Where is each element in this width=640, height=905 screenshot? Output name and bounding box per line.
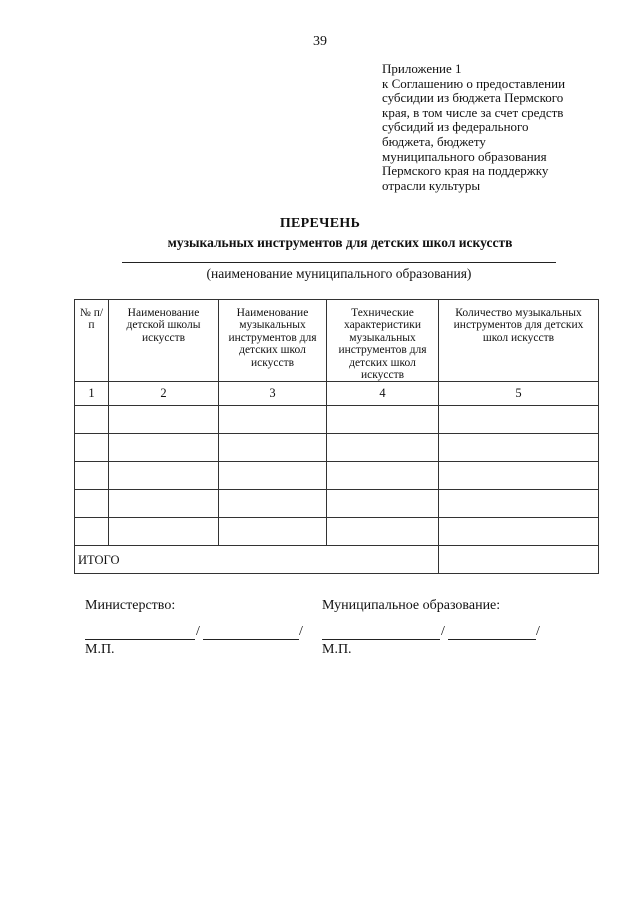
table-cell bbox=[109, 518, 219, 546]
ministry-label: Министерство: bbox=[85, 598, 176, 613]
appendix-line: Пермского края на поддержку bbox=[382, 163, 549, 179]
table-cell bbox=[109, 462, 219, 490]
column-number: 3 bbox=[219, 382, 327, 406]
total-value-cell bbox=[439, 546, 599, 574]
table-cell bbox=[439, 462, 599, 490]
table-cell bbox=[219, 434, 327, 462]
appendix-line: бюджета, бюджету bbox=[382, 133, 486, 149]
appendix-line: Приложение 1 bbox=[382, 61, 462, 76]
table-row bbox=[75, 406, 599, 434]
column-number: 5 bbox=[439, 382, 599, 406]
table-cell bbox=[219, 406, 327, 434]
table-cell bbox=[219, 462, 327, 490]
appendix-line: субсидий из федерального bbox=[382, 119, 529, 135]
municipality-fill-line bbox=[122, 262, 556, 263]
ministry-name-line bbox=[203, 639, 299, 640]
document-subtitle: музыкальных инструментов для детских школ искусств bbox=[167, 235, 513, 250]
column-number: 2 bbox=[109, 382, 219, 406]
document-title: ПЕРЕЧЕНЬ bbox=[279, 216, 361, 231]
municipality-name-line bbox=[448, 639, 536, 640]
ministry-slash: / bbox=[196, 624, 200, 639]
table-row bbox=[75, 434, 599, 462]
table-cell bbox=[109, 490, 219, 518]
table-cell bbox=[75, 518, 109, 546]
appendix-note bbox=[382, 62, 622, 193]
municipality-label: Муниципальное образование: bbox=[322, 598, 501, 613]
table-cell bbox=[75, 462, 109, 490]
column-number: 4 bbox=[327, 382, 439, 406]
table-cell bbox=[327, 434, 439, 462]
table-cell bbox=[219, 490, 327, 518]
table-cell bbox=[109, 434, 219, 462]
ministry-seal-mark: М.П. bbox=[85, 642, 115, 657]
table-cell bbox=[327, 518, 439, 546]
header-number: № п/п bbox=[75, 300, 109, 382]
appendix-line: субсидии из бюджета Пермского bbox=[382, 90, 564, 106]
page-number: 39 bbox=[313, 34, 327, 49]
municipality-caption: (наименование муниципального образования) bbox=[206, 266, 472, 281]
table-cell bbox=[439, 490, 599, 518]
appendix-line: муниципального образования bbox=[382, 148, 547, 164]
table-cell bbox=[109, 406, 219, 434]
table-cell bbox=[327, 490, 439, 518]
header-quantity: Количество музыкальных инструментов для детских школ искусств bbox=[439, 300, 599, 382]
table-cell bbox=[439, 406, 599, 434]
table-cell bbox=[75, 406, 109, 434]
table-cell bbox=[327, 406, 439, 434]
header-instrument-name: Наименование музыкальных инструментов для детских школ искусств bbox=[219, 300, 327, 382]
header-school-name: Наименование детской школы искусств bbox=[109, 300, 219, 382]
table-cell bbox=[327, 462, 439, 490]
municipality-seal-mark: М.П. bbox=[322, 642, 352, 657]
table-header-row bbox=[75, 300, 599, 382]
column-numbers-row bbox=[75, 382, 599, 406]
table-cell bbox=[439, 434, 599, 462]
municipality-slash-end: / bbox=[536, 624, 540, 639]
table-row bbox=[75, 490, 599, 518]
header-specifications: Технические характеристики музыкальных инструментов для детских школ искусств bbox=[327, 300, 439, 382]
instruments-table bbox=[74, 299, 599, 574]
appendix-line: края, в том числе за счет средств bbox=[382, 104, 564, 120]
ministry-signature-line bbox=[85, 639, 195, 640]
table-cell bbox=[75, 490, 109, 518]
table-cell bbox=[219, 518, 327, 546]
total-row bbox=[75, 546, 599, 574]
column-number: 1 bbox=[75, 382, 109, 406]
table-cell bbox=[75, 434, 109, 462]
table-row bbox=[75, 462, 599, 490]
appendix-line: отрасли культуры bbox=[382, 177, 481, 193]
table-cell bbox=[439, 518, 599, 546]
total-label: ИТОГО bbox=[75, 546, 439, 574]
table-row bbox=[75, 518, 599, 546]
municipality-slash: / bbox=[441, 624, 445, 639]
ministry-slash-end: / bbox=[299, 624, 303, 639]
municipality-signature-line bbox=[322, 639, 440, 640]
appendix-line: к Соглашению о предоставлении bbox=[382, 75, 566, 91]
